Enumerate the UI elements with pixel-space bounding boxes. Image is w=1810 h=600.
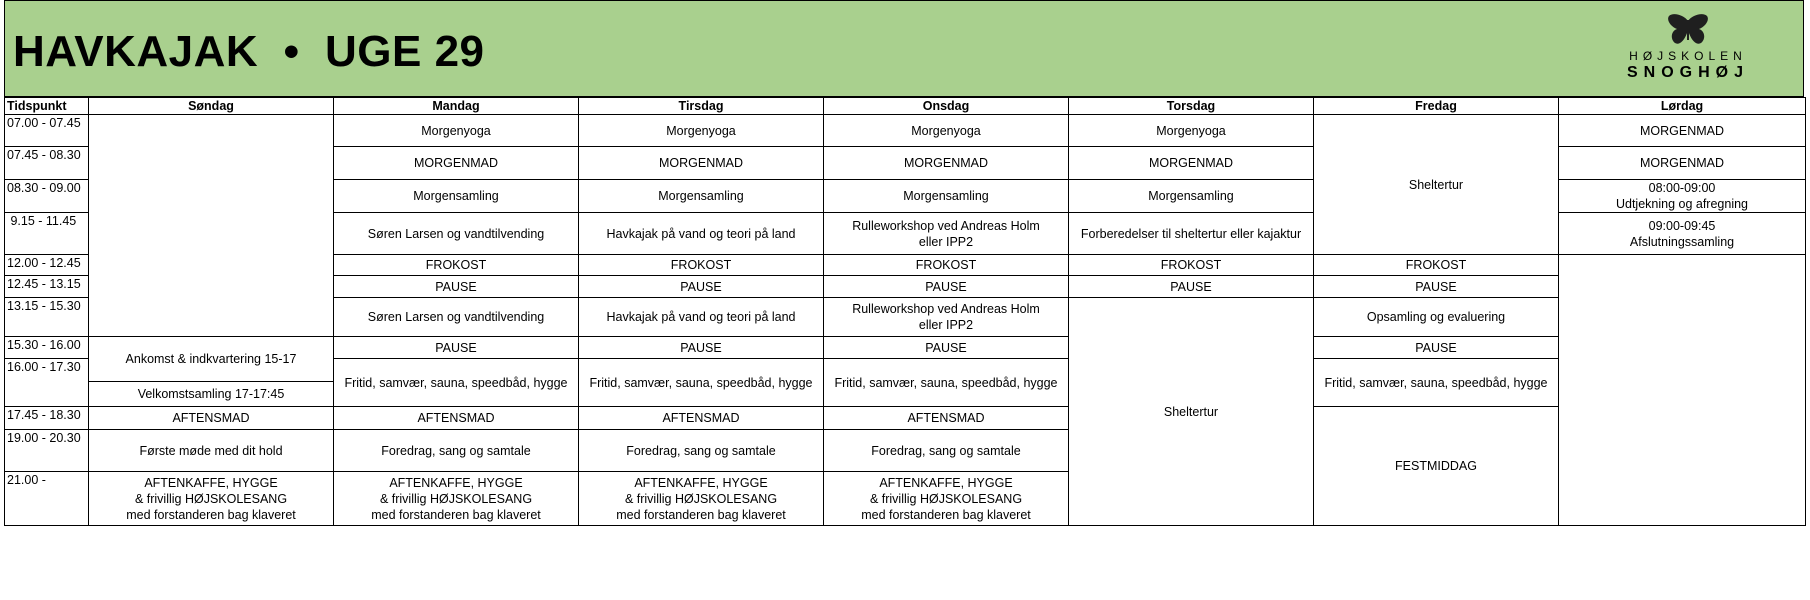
schedule-cell (1559, 180, 1806, 213)
schedule-cell: FESTMIDDAG (1314, 407, 1559, 526)
schedule-cell: AFTENKAFFE, HYGGE & frivillig HØJSKOLESANG med forstanderen bag klaveret (824, 472, 1069, 526)
schedule-cell: Havkajak på vand og teori på land (579, 213, 824, 255)
logo-text-top: HØJSKOLEN (1629, 49, 1747, 63)
time-slot: 19.00 - 20.30 (5, 430, 89, 472)
schedule-cell: MORGENMAD (824, 147, 1069, 180)
schedule-cell: AFTENSMAD (824, 407, 1069, 430)
schedule-cell: Forberedelser til sheltertur eller kajaktur (1069, 213, 1314, 255)
schedule-cell: Fritid, samvær, sauna, speedbåd, hygge (579, 359, 824, 407)
time-slot: 07.45 - 08.30 (5, 147, 89, 180)
column-header-sunday: Søndag (89, 98, 334, 115)
schedule-cell: PAUSE (824, 337, 1069, 359)
schedule-cell: PAUSE (334, 337, 579, 359)
schedule-cell: Sheltertur (1314, 115, 1559, 255)
schedule-sheet (4, 0, 1804, 526)
schedule-cell: FROKOST (824, 255, 1069, 276)
time-slot: 15.30 - 16.00 (5, 337, 89, 359)
schedule-cell: PAUSE (579, 337, 824, 359)
schedule-cell: Rulleworkshop ved Andreas Holm eller IPP2 (824, 213, 1069, 255)
schedule-cell: Første møde med dit hold (89, 430, 334, 472)
schedule-cell: AFTENKAFFE, HYGGE & frivillig HØJSKOLESANG med forstanderen bag klaveret (334, 472, 579, 526)
schedule-cell: AFTENSMAD (579, 407, 824, 430)
closing-label: Afslutningssamling (1629, 234, 1735, 249)
schedule-cell (1559, 213, 1806, 255)
schedule-cell: Morgenyoga (334, 115, 579, 147)
schedule-cell: MORGENMAD (579, 147, 824, 180)
schedule-cell: Søren Larsen og vandtilvending (334, 298, 579, 337)
schedule-cell: Morgensamling (824, 180, 1069, 213)
sunday-empty-cell (89, 115, 334, 337)
schedule-cell: Sheltertur (1069, 298, 1314, 526)
schedule-cell: MORGENMAD (334, 147, 579, 180)
schedule-cell: PAUSE (334, 276, 579, 298)
table-row (5, 407, 1806, 430)
column-header-saturday: Lørdag (1559, 98, 1806, 115)
logo-text-bottom: SNOGHØJ (1626, 64, 1749, 81)
schedule-cell: FROKOST (1069, 255, 1314, 276)
schedule-cell: PAUSE (579, 276, 824, 298)
time-slot: 9.15 - 11.45 (5, 213, 89, 255)
schedule-cell: PAUSE (1069, 276, 1314, 298)
schedule-cell: AFTENKAFFE, HYGGE & frivillig HØJSKOLESANG med forstanderen bag klaveret (89, 472, 334, 526)
schedule-cell: PAUSE (1314, 337, 1559, 359)
schedule-cell: FROKOST (334, 255, 579, 276)
column-header-time: Tidspunkt (5, 98, 89, 115)
time-slot: 21.00 - (5, 472, 89, 526)
column-header-thursday: Torsdag (1069, 98, 1314, 115)
time-slot: 12.45 - 13.15 (5, 276, 89, 298)
schedule-cell: Fritid, samvær, sauna, speedbåd, hygge (1314, 359, 1559, 407)
table-row (5, 337, 1806, 359)
schedule-cell: MORGENMAD (1559, 147, 1806, 180)
schedule-cell: Foredrag, sang og samtale (579, 430, 824, 472)
schedule-cell: Morgensamling (334, 180, 579, 213)
schedule-cell: MORGENMAD (1069, 147, 1314, 180)
arrival-label: Ankomst & indkvartering 15-17 (89, 337, 333, 382)
schedule-cell: Morgenyoga (824, 115, 1069, 147)
schedule-table (4, 97, 1806, 526)
time-slot: 08.30 - 09.00 (5, 180, 89, 213)
header-banner (4, 0, 1804, 97)
schedule-cell: Morgensamling (1069, 180, 1314, 213)
schedule-cell: FROKOST (1314, 255, 1559, 276)
table-row (5, 115, 1806, 147)
schedule-cell: Morgenyoga (579, 115, 824, 147)
schedule-cell: Fritid, samvær, sauna, speedbåd, hygge (334, 359, 579, 407)
time-slot: 07.00 - 07.45 (5, 115, 89, 147)
time-slot: 13.15 - 15.30 (5, 298, 89, 337)
header-row (5, 98, 1806, 115)
column-header-tuesday: Tirsdag (579, 98, 824, 115)
schedule-cell: Foredrag, sang og samtale (824, 430, 1069, 472)
welcome-label: Velkomstsamling 17-17:45 (137, 387, 285, 401)
schedule-cell: PAUSE (824, 276, 1069, 298)
time-slot: 17.45 - 18.30 (5, 407, 89, 430)
schedule-cell: AFTENSMAD (334, 407, 579, 430)
closing-time: 09:00-09:45 (1648, 218, 1716, 233)
column-header-friday: Fredag (1314, 98, 1559, 115)
schedule-cell: Foredrag, sang og samtale (334, 430, 579, 472)
time-slot: 12.00 - 12.45 (5, 255, 89, 276)
schedule-cell: FROKOST (579, 255, 824, 276)
column-header-monday: Mandag (334, 98, 579, 115)
schedule-cell: Rulleworkshop ved Andreas Holm eller IPP2 (824, 298, 1069, 337)
schedule-cell: AFTENKAFFE, HYGGE & frivillig HØJSKOLESANG med forstanderen bag klaveret (579, 472, 824, 526)
schedule-cell: MORGENMAD (1559, 115, 1806, 147)
schedule-cell: Søren Larsen og vandtilvending (334, 213, 579, 255)
checkout-label: Udtjekning og afregning (1615, 197, 1749, 211)
butterfly-icon (1665, 13, 1711, 47)
schedule-cell: Morgensamling (579, 180, 824, 213)
school-logo (1613, 13, 1763, 93)
page-title: HAVKAJAK • UGE 29 (13, 27, 485, 76)
checkout-time: 08:00-09:00 (1648, 181, 1716, 195)
time-slot: 16.00 - 17.30 (5, 359, 89, 407)
schedule-cell: PAUSE (1314, 276, 1559, 298)
column-header-wednesday: Onsdag (824, 98, 1069, 115)
schedule-cell: Fritid, samvær, sauna, speedbåd, hygge (824, 359, 1069, 407)
schedule-cell (89, 337, 334, 407)
schedule-cell: Opsamling og evaluering (1314, 298, 1559, 337)
schedule-cell: Morgenyoga (1069, 115, 1314, 147)
schedule-cell: AFTENSMAD (89, 407, 334, 430)
schedule-cell: Havkajak på vand og teori på land (579, 298, 824, 337)
saturday-empty-cell (1559, 255, 1806, 526)
